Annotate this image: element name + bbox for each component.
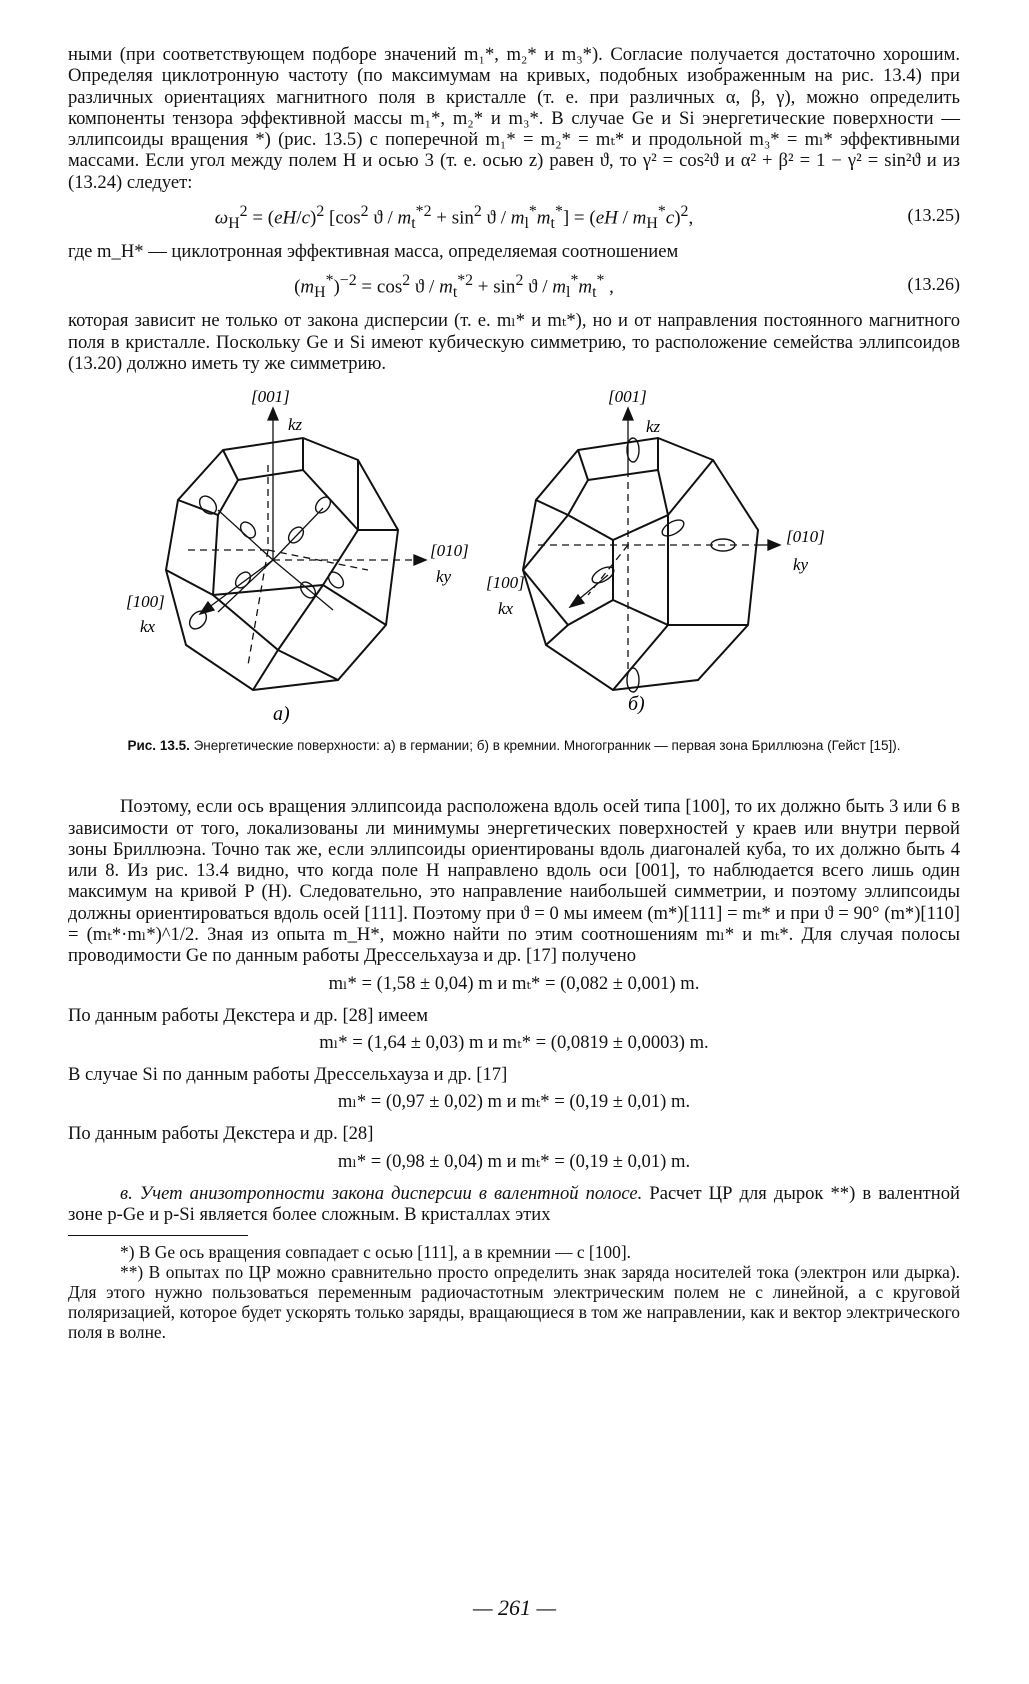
equation-number: (13.25) <box>907 205 960 226</box>
axis-label-100-b: [100] <box>486 573 525 593</box>
equation-13-26 <box>68 262 960 310</box>
axis-label-ky-a: ky <box>436 567 452 587</box>
axis-label-ky-b: ky <box>793 555 809 575</box>
equation-ge-2: mₗ* = (1,64 ± 0,03) m и mₜ* = (0,0819 ± 0,0003) m. <box>319 1031 709 1053</box>
paragraph-3: которая зависит не только от закона дисперсии (т. е. mₗ* и mₜ*), но и от направления постоянного магнитного поля в кристалле. Поскольку Ge и Si имеют кубическую симметрию, то расположение семейства эллипсоидов (13.20) должно иметь ту же симметрию. <box>68 310 960 374</box>
paragraph-7: По данным работы Декстера и др. [28] <box>68 1123 374 1145</box>
page-body <box>68 44 960 1342</box>
axis-label-kx-b: kx <box>498 599 514 619</box>
axis-label-kz-b: kz <box>646 417 661 437</box>
hidden-edges-b <box>538 470 758 670</box>
caption-label: Рис. 13.5. <box>127 738 190 754</box>
figure-label-b: б) <box>628 693 645 716</box>
axis-label-010-a: [010] <box>430 541 469 561</box>
polyhedron-b <box>523 438 758 690</box>
axis-label-001-b: [001] <box>608 387 647 407</box>
equation-13-25-body: $\omega_H^2 = (eH/c)^2$ [$\cos^2$ $ϑ / m_t^{*2} + \sin^2 ϑ / m_l^*m_t^*] = (eH / m_H^*c)^2$, <box>214 203 694 233</box>
paragraph-4: Поэтому, если ось вращения эллипсоида расположена вдоль осей типа [100], то их должно быть 3 или 6 в зависимости от того, локализованы ли минимумы энергетических поверхностей у краев или внутри первой зоны Бриллюэна. Точно так же, если эллипсоиды ориентированы вдоль диагоналей куба, то их должно быть 4 или 8. Из рис. 13.4 видно, что когда поле H направлено вдоль оси [001], то наблюдается всего лишь один максимум на кривой P (H). Следовательно, это направление наибольшей симметрии, и поэтому эллипсоиды должны ориентироваться вдоль осей [111]. Поэтому при ϑ = 0 мы имеем (m*)[111] = mₜ* и при ϑ = 90° (m*)[110] = (mₜ*·mₗ*)^1/2. Зная из опыта m_H*, можно найти по этим соотношениям mₗ* и mₜ*. Для случая полосы проводимости Ge по данным работы Дрессельхауза и др. [17] получено <box>68 796 960 967</box>
paragraph-5: По данным работы Декстера и др. [28] имеем <box>68 1004 429 1026</box>
polyhedron-a <box>166 438 398 690</box>
figure-caption <box>108 738 920 753</box>
equation-si-1: mₗ* = (0,97 ± 0,02) m и mₜ* = (0,19 ± 0,01) m. <box>337 1091 691 1113</box>
equation-si-2: mₗ* = (0,98 ± 0,04) m и mₜ* = (0,19 ± 0,01) m. <box>337 1150 691 1172</box>
axis-label-010-b: [010] <box>786 527 825 547</box>
footnote-2: **) В опытах по ЦР можно сравнительно просто определить знак заряда носителей тока (электрон или дырка). Для этого нужно пользоваться переменным радиочастотным электрическим полем не с линейной, а с круговой поляризацией, которое будет ускорять только заряды, вращающиеся в том же направлении, как и вектор электрического поля в волне. <box>68 1262 960 1343</box>
axis-label-100-a: [100] <box>126 592 165 612</box>
figure-label-a: а) <box>273 703 290 726</box>
axis-label-001-a: [001] <box>251 387 290 407</box>
axis-label-kz-a: kz <box>288 415 303 435</box>
caption-text: Энергетические поверхности: а) в германии; б) в кремнии. Многогранник — первая зона Бриллюэна (Гейст [15]). <box>189 738 901 754</box>
paragraph-2: где m_H* — циклотронная эффективная масса, определяемая соотношением <box>68 241 679 263</box>
equation-number: (13.26) <box>907 274 960 295</box>
equation-13-26-body: $(m_H^*)^{-2} = \cos^2 ϑ / m_t^{*2} + \sin^2 ϑ / m_l^*m_t^*$ , <box>294 272 614 302</box>
paragraph-8 <box>68 1183 960 1226</box>
section-text: Расчет ЦР для дырок **) в валентной зоне p-Ge и p-Si является более сложным. В кристаллах этих <box>68 1182 960 1225</box>
paragraph-6: В случае Si по данным работы Дрессельхауза и др. [17] <box>68 1063 508 1085</box>
footnote-rule <box>68 1235 248 1236</box>
section-title: в. Учет анизотропности закона дисперсии в валентной полосе. <box>120 1182 643 1204</box>
brillouin-zone-figure <box>68 380 960 782</box>
page-number: — 261 — <box>472 1595 557 1620</box>
footnote-1: *) В Ge ось вращения совпадает с осью [111], а в кремнии — с [100]. <box>120 1242 631 1263</box>
paragraph-1: ными (при соответствующем подборе значений m₁*, m₂* и m₃*). Согласие получается достаточно хорошим. Определяя циклотронную частоту (по максимумам на кривых, подобных изображенным на рис. 13.4) при различных ориентациях магнитного поля в кристалле (т. е. при различных α, β, γ), можно определить компоненты тензора эффективной массы m₁*, m₂* и m₃*. В случае Ge и Si энергетические поверхности — эллипсоиды вращения *) (рис. 13.5) с поперечной m₁* = m₂* = mₜ* и продольной m₃* = mₗ* эффективными массами. Если угол между полем H и осью 3 (т. е. осью z) равен ϑ, то γ² = cos²ϑ и α² + β² = 1 − γ² = sin²ϑ и из (13.24) следует: <box>68 44 960 193</box>
equation-13-25 <box>68 193 960 241</box>
equation-ge-1: mₗ* = (1,58 ± 0,04) m и mₜ* = (0,082 ± 0,001) m. <box>328 972 700 994</box>
axis-label-kx-a: kx <box>140 617 156 637</box>
figure-13-5 <box>68 380 960 782</box>
